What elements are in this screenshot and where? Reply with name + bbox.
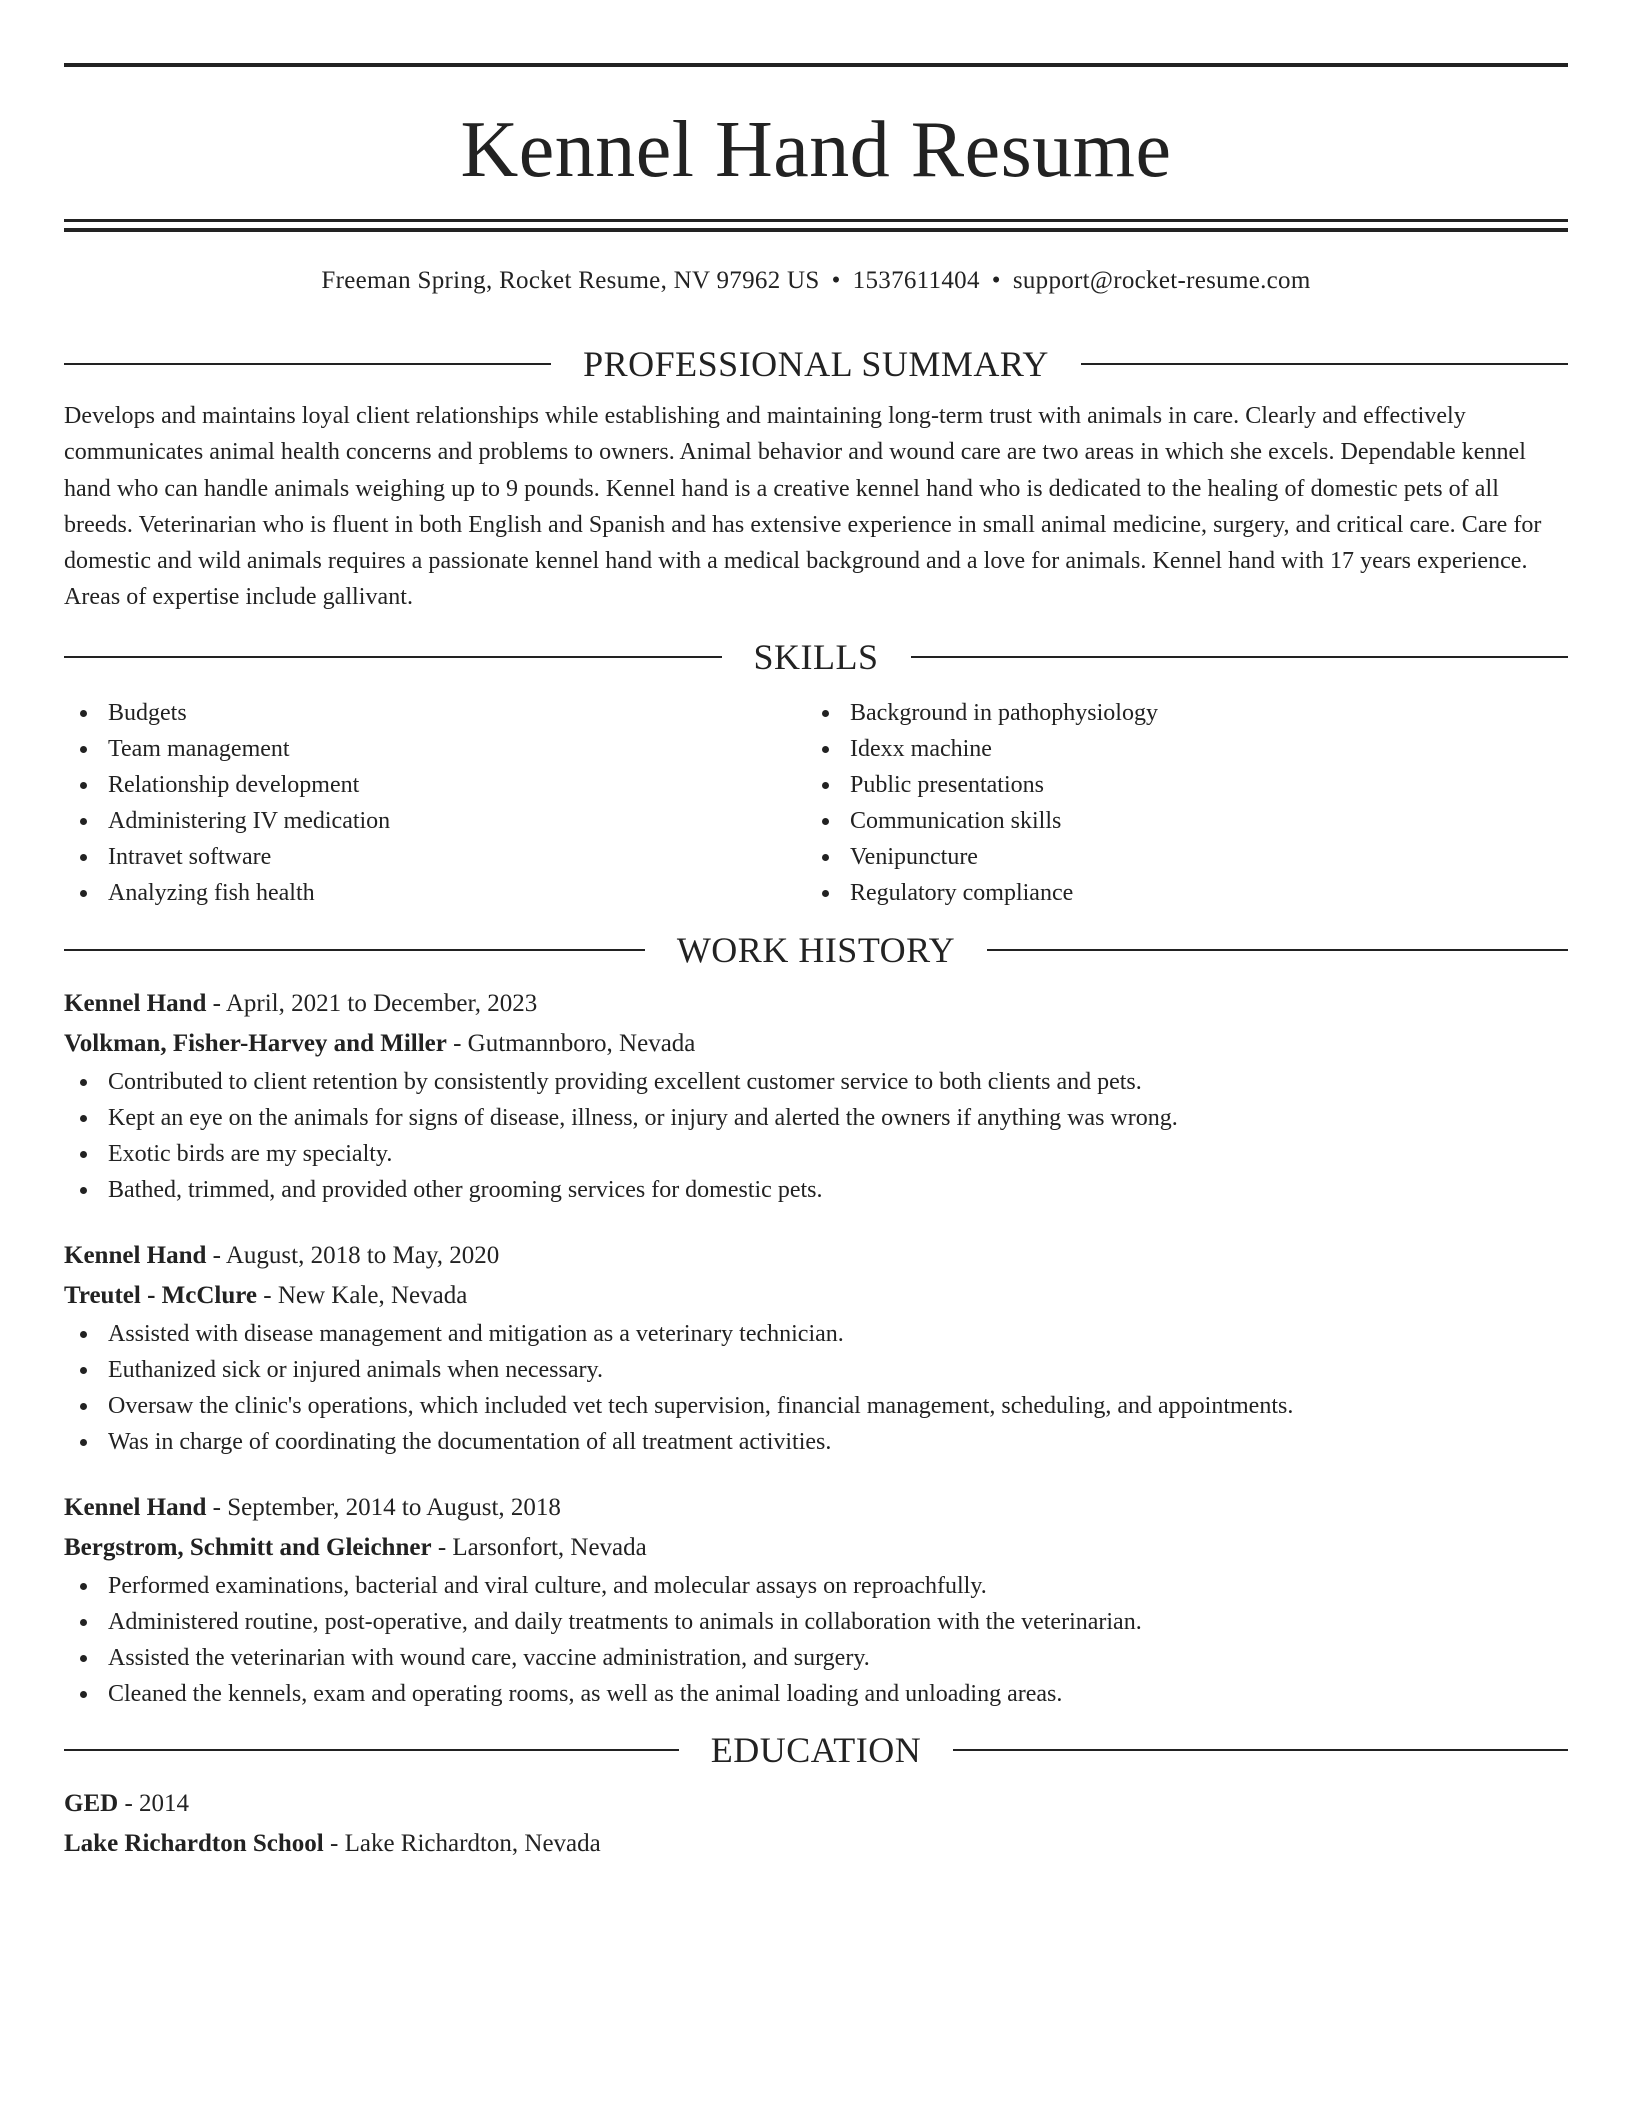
skills-section-header: [64, 635, 1568, 679]
job-title-line: [64, 984, 1568, 1024]
skills-list: [64, 695, 1568, 911]
job-bullets: [64, 1064, 1568, 1208]
job-company: Volkman, Fisher-Harvey and Miller: [64, 1029, 447, 1057]
skill-item: Regulatory compliance: [806, 875, 1548, 911]
job-title-line: [64, 1236, 1568, 1276]
job-title: Kennel Hand: [64, 1241, 207, 1269]
job-dates: - April, 2021 to December, 2023: [206, 989, 538, 1017]
job-entry: [64, 984, 1568, 1208]
contact-separator: •: [991, 267, 1001, 294]
job-entry: [64, 1236, 1568, 1460]
section-divider: [987, 949, 1568, 951]
skill-item: Venipuncture: [806, 839, 1548, 875]
summary-section-title: PROFESSIONAL SUMMARY: [583, 344, 1049, 384]
resume-page: [64, 0, 1568, 1864]
section-divider: [64, 656, 722, 658]
job-bullet: Assisted with disease management and mitigation as a veterinary technician.: [64, 1316, 1568, 1352]
job-dates: - September, 2014 to August, 2018: [206, 1493, 561, 1521]
job-company: Bergstrom, Schmitt and Gleichner: [64, 1533, 432, 1561]
section-divider: [64, 1749, 679, 1751]
job-bullet: Contributed to client retention by consistently providing excellent customer service to both clients and pets.: [64, 1064, 1568, 1100]
job-bullet: Kept an eye on the animals for signs of disease, illness, or injury and alerted the owners if anything was wrong.: [64, 1100, 1568, 1136]
contact-separator: •: [831, 267, 841, 294]
skill-item: Background in pathophysiology: [806, 695, 1548, 731]
job-bullet: Oversaw the clinic's operations, which included vet tech supervision, financial management, scheduling, and appointments.: [64, 1388, 1568, 1424]
page-title: Kennel Hand Resume: [460, 106, 1172, 194]
section-divider: [911, 656, 1569, 658]
job-bullet: Euthanized sick or injured animals when necessary.: [64, 1352, 1568, 1388]
job-bullet: Bathed, trimmed, and provided other grooming services for domestic pets.: [64, 1172, 1568, 1208]
contact-address: Freeman Spring, Rocket Resume, NV 97962 US: [321, 267, 820, 294]
education-section-title: EDUCATION: [710, 1729, 922, 1770]
skill-item: Team management: [64, 731, 806, 767]
contact-line: [64, 266, 1568, 296]
skills-column-right: [806, 695, 1548, 911]
skill-item: Budgets: [64, 695, 806, 731]
job-bullet: Exotic birds are my specialty.: [64, 1136, 1568, 1172]
job-location: - Gutmannboro, Nevada: [446, 1029, 696, 1057]
section-divider: [953, 1749, 1568, 1751]
education-location: - Lake Richardton, Nevada: [323, 1829, 601, 1857]
education-year: - 2014: [118, 1789, 190, 1817]
job-bullets: [64, 1316, 1568, 1460]
job-dates: - August, 2018 to May, 2020: [206, 1241, 500, 1269]
work-section-header: [64, 928, 1568, 972]
job-bullet: Assisted the veterinarian with wound care, vaccine administration, and surgery.: [64, 1640, 1568, 1676]
job-company-line: [64, 1276, 1568, 1316]
skill-item: Administering IV medication: [64, 803, 806, 839]
skills-column-left: [64, 695, 806, 911]
section-divider: [1081, 363, 1568, 365]
job-title: Kennel Hand: [64, 1493, 207, 1521]
skill-item: Analyzing fish health: [64, 875, 806, 911]
title-double-rule: [64, 219, 1568, 232]
education-school: Lake Richardton School: [64, 1829, 324, 1857]
summary-text: Develops and maintains loyal client relationships while establishing and maintaining long-term trust with animals in care. Clearly and effectively communicates animal health concerns and problems to owners. Animal behavior and wound care are two areas in which she excels. Dependable kennel hand who can handle animals weighing up to 9 pounds. Kennel hand is a creative kennel hand who is dedicated to the healing of domestic pets of all breeds. Veterinarian who is fluent in both English and Spanish and has extensive experience in small animal medicine, surgery, and critical care. Care for domestic and wild animals requires a passionate kennel hand with a medical background and a love for animals. Kennel hand with 17 years experience. Areas of expertise include gallivant.: [64, 403, 1542, 611]
job-title: Kennel Hand: [64, 989, 207, 1017]
top-rule: [64, 63, 1568, 67]
work-section-title: WORK HISTORY: [676, 929, 956, 970]
section-divider: [64, 363, 551, 365]
job-company-line: [64, 1528, 1568, 1568]
job-entry: [64, 1488, 1568, 1712]
job-title-line: [64, 1488, 1568, 1528]
job-location: - New Kale, Nevada: [257, 1281, 468, 1309]
job-company-line: [64, 1024, 1568, 1064]
job-bullets: [64, 1568, 1568, 1712]
skill-item: Idexx machine: [806, 731, 1548, 767]
skill-item: Public presentations: [806, 767, 1548, 803]
job-bullet: Administered routine, post-operative, and daily treatments to animals in collaboration with the veterinarian.: [64, 1604, 1568, 1640]
section-divider: [64, 949, 645, 951]
job-bullet: Performed examinations, bacterial and viral culture, and molecular assays on reproachfully.: [64, 1568, 1568, 1604]
skill-item: Relationship development: [64, 767, 806, 803]
skill-item: Intravet software: [64, 839, 806, 875]
summary-section-header: [64, 342, 1568, 386]
job-company: Treutel - McClure: [64, 1281, 257, 1309]
education-entry: [64, 1784, 1568, 1864]
skill-item: Communication skills: [806, 803, 1548, 839]
education-degree: GED: [64, 1789, 119, 1817]
education-school-line: [64, 1824, 1568, 1864]
education-section-header: [64, 1728, 1568, 1772]
job-bullet: Cleaned the kennels, exam and operating rooms, as well as the animal loading and unloading areas.: [64, 1676, 1568, 1712]
contact-phone: 1537611404: [852, 267, 980, 294]
job-location: - Larsonfort, Nevada: [431, 1533, 647, 1561]
job-bullet: Was in charge of coordinating the documentation of all treatment activities.: [64, 1424, 1568, 1460]
education-degree-line: [64, 1784, 1568, 1824]
skills-section-title: SKILLS: [753, 636, 879, 677]
contact-email: support@rocket-resume.com: [1012, 267, 1311, 294]
